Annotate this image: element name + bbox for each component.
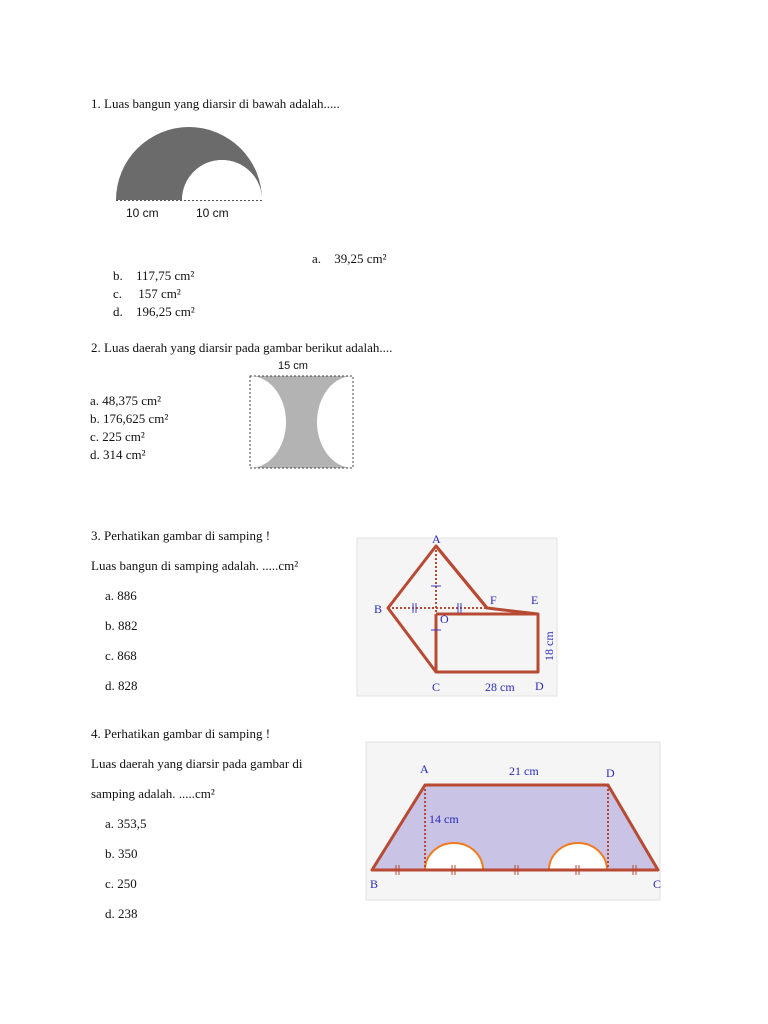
- q1-option-d: [113, 304, 195, 320]
- q3-option-d: d. 828: [105, 678, 138, 693]
- q1-option-a: [312, 251, 387, 267]
- option-letter: d.: [113, 304, 123, 319]
- q3-label-side: 18 cm: [542, 631, 556, 661]
- q3-label-f: F: [490, 593, 497, 607]
- q4-label-d: D: [606, 766, 615, 780]
- q1-question: 1. Luas bangun yang diarsir di bawah adalah.....: [91, 96, 340, 111]
- q4-label-b: B: [370, 877, 379, 891]
- q1-label-left: 10 cm: [126, 206, 159, 220]
- q3-label-c: C: [432, 680, 441, 694]
- option-letter: c.: [113, 286, 123, 301]
- q1-option-c: [113, 286, 181, 302]
- q3-figure: [355, 534, 563, 702]
- option-letter: a.: [312, 251, 322, 266]
- q2-option-d: d. 314 cm²: [90, 447, 146, 462]
- q3-label-e: E: [531, 593, 539, 607]
- q3-label-a: A: [432, 534, 441, 546]
- option-letter: b.: [113, 268, 123, 283]
- q3-label-b: B: [374, 602, 383, 616]
- q2-option-b: b. 176,625 cm²: [90, 411, 169, 426]
- q2-option-a: a. 48,375 cm²: [90, 393, 162, 408]
- q4-line1: 4. Perhatikan gambar di samping !: [91, 726, 271, 741]
- q3-option-c: c. 868: [105, 648, 137, 663]
- q4-option-a: a. 353,5: [105, 816, 147, 831]
- q3-line2: Luas bangun di samping adalah. .....cm²: [91, 558, 299, 573]
- q4-label-c: C: [653, 877, 662, 891]
- option-text: 39,25 cm²: [334, 251, 387, 266]
- q4-option-c: c. 250: [105, 876, 137, 891]
- q3-option-b: b. 882: [105, 618, 138, 633]
- option-text: 196,25 cm²: [136, 304, 195, 319]
- q1-option-b: [113, 268, 194, 284]
- q3-label-d: D: [535, 679, 544, 693]
- q2-option-c: c. 225 cm²: [90, 429, 145, 444]
- q2-question: 2. Luas daerah yang diarsir pada gambar berikut adalah....: [91, 340, 393, 355]
- q2-label-top: 15 cm: [278, 360, 308, 372]
- q3-label-bottom: 28 cm: [485, 680, 515, 694]
- q1-label-right: 10 cm: [196, 206, 229, 220]
- option-text: 157 cm²: [138, 286, 181, 301]
- q4-label-height: 14 cm: [429, 812, 459, 826]
- q4-option-d: d. 238: [105, 906, 138, 921]
- q4-figure: [362, 738, 664, 904]
- q1-semicircle-figure: [110, 116, 270, 226]
- q3-line1: 3. Perhatikan gambar di samping !: [91, 528, 271, 543]
- q4-label-top: 21 cm: [509, 764, 539, 778]
- q4-line2: Luas daerah yang diarsir pada gambar di: [91, 756, 303, 771]
- q4-label-a: A: [420, 762, 429, 776]
- option-text: 117,75 cm²: [136, 268, 195, 283]
- q3-option-a: a. 886: [105, 588, 137, 603]
- q4-line3: samping adalah. .....cm²: [91, 786, 215, 801]
- q3-label-o: O: [440, 612, 449, 626]
- q2-square-figure: [244, 356, 358, 472]
- q4-option-b: b. 350: [105, 846, 138, 861]
